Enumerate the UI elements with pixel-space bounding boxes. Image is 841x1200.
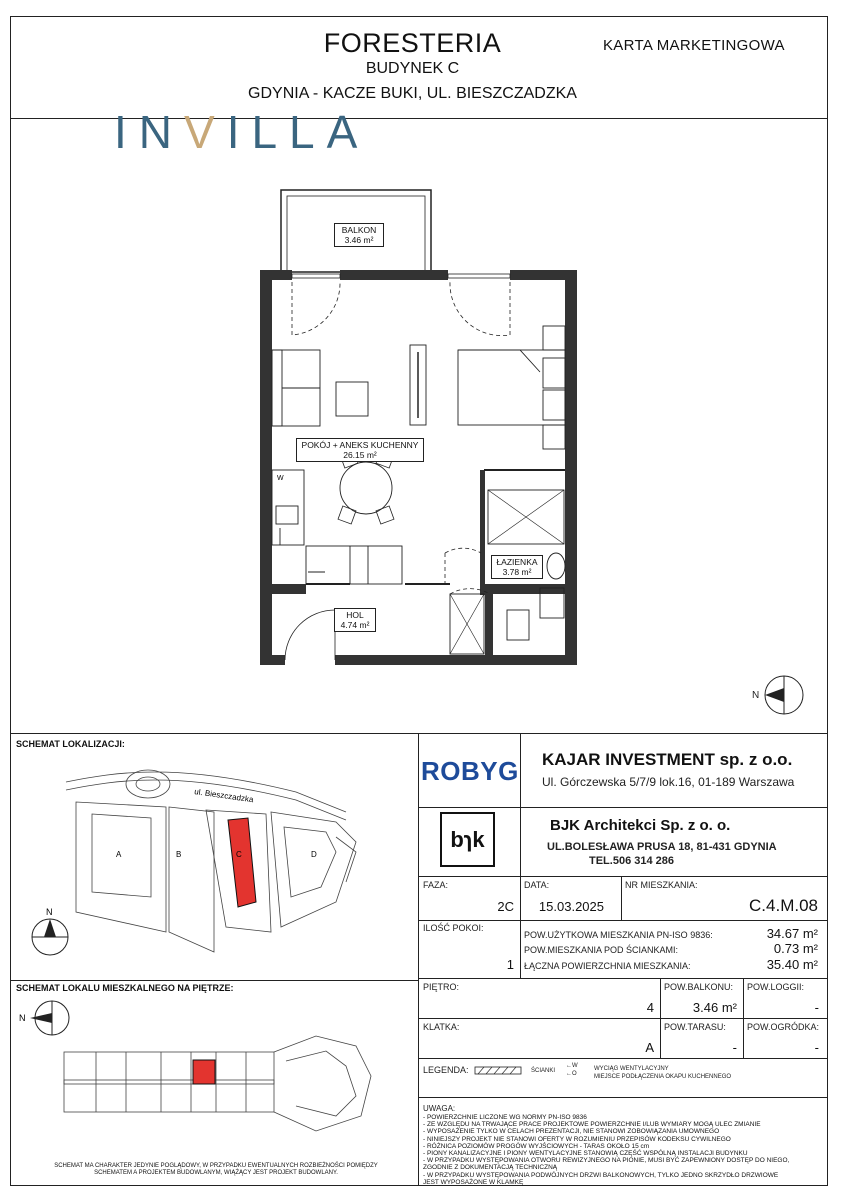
garden-area-label: POW.OGRÓDKA: xyxy=(747,1022,820,1032)
robyg-logo: ROBYG xyxy=(421,756,519,786)
floor-label: PIĘTRO: xyxy=(423,982,460,992)
garden-area-value: - xyxy=(814,1040,819,1055)
legend-walls: ŚCIANKI xyxy=(531,1068,556,1074)
project-title: FORESTERIA xyxy=(323,28,502,58)
bed xyxy=(458,326,565,449)
svg-text:W: W xyxy=(277,475,284,482)
room-hol: HOL 4.74 m² xyxy=(334,608,376,632)
divider xyxy=(418,1097,828,1098)
developer-address: Ul. Górczewska 5/7/9 lok.16, 01-189 Warszawa xyxy=(542,775,795,789)
wall-area-value: 0.73 m² xyxy=(773,941,818,956)
wall-area-label: POW.MIESZKANIA POD ŚCIANKAMI: xyxy=(524,945,679,955)
staircase-value: A xyxy=(645,1040,654,1055)
rooms-count-label: ILOŚĆ POKOI: xyxy=(423,923,484,933)
apartment-number-value: C.4.M.08 xyxy=(749,896,818,915)
room-balkon: BALKON 3.46 m² xyxy=(334,223,384,247)
legend-vent-symbol: ←W xyxy=(566,1063,578,1069)
divider xyxy=(520,920,521,978)
legend-hood: MIEJSCE PODŁĄCZENIA OKAPU KUCHENNEGO xyxy=(594,1074,732,1080)
divider xyxy=(621,876,622,920)
balcony-area-value: 3.46 m² xyxy=(692,1000,737,1015)
washbasin xyxy=(547,553,565,579)
bjk-logo: bɿk xyxy=(440,812,495,867)
architect-address: UL.BOLESŁAWA PRUSA 18, 81-431 GDYNIA xyxy=(547,841,777,853)
legend-hood-symbol: ←O xyxy=(566,1071,577,1077)
toilet xyxy=(507,610,529,640)
staircase-label: KLATKA: xyxy=(423,1022,460,1032)
loggia-area-label: POW.LOGGII: xyxy=(747,982,805,992)
room-lazienka: ŁAZIENKA 3.78 m² xyxy=(491,555,543,579)
date-value: 15.03.2025 xyxy=(538,899,604,914)
svg-text:N: N xyxy=(19,1013,26,1023)
plan-compass-label: N xyxy=(752,690,760,701)
notes-list: - POWIERZCHNIE LICZONE WG NORMY PN-ISO 9836 - ZE WZGLĘDU NA TRWAJĄCE PRACE PROJEKTOWE POWIERZCHNIE I/LUB WYMIARY MOGĄ ULEC ZMIANIE - WYPOSAŻENIE TYLKO W CELACH PREZENTACJI, NIE STANOWI ZOBOWIĄZANIA UMOWNEGO - NINIEJSZY PROJEKT NIE STANOWI OFERTY W ROZUMIENIU PRZEPISÓW KODEKSU CYWILNEGO - RÓŻNICA POZIOMÓW PROGÓW WYJŚCIOWYCH - TARAS OKOŁO 15 cm - PIONY KANALIZACYJNE I PIONY WENTYLACYJNE STANOWIĄ CZĘŚĆ WSPÓLNĄ INSTALACJI BUDYNKU - W PRZYPADKU WYSTĘPOWANIA OTWORU REWIZYJNEGO NA PIONIE, MUSI BYĆ ZAPEWNIONY DOSTĘP DO NIEGO, ZGODNIE Z DOKUMENTACJĄ TECHNICZNĄ - W PRZYPADKU WYSTĘPOWANIA PODWÓJNYCH DRZWI BALKONOWYCH, TYLKO JEDNO SKRZYDŁO DRZWIOWE JEST WYPOSAŻONE W KLAMKĘ xyxy=(423,1114,790,1186)
usable-area-value: 34.67 m² xyxy=(766,926,818,941)
divider xyxy=(418,978,828,979)
svg-text:N: N xyxy=(46,907,53,917)
location-map xyxy=(16,752,416,974)
terrace-area-label: POW.TARASU: xyxy=(664,1022,726,1032)
divider xyxy=(10,980,418,981)
legend-vent: WYCIĄG WENTYLACYJNY xyxy=(594,1066,669,1072)
legend-label: LEGENDA: xyxy=(423,1065,469,1075)
room-pokoj: POKÓJ + ANEKS KUCHENNY 26.15 m² xyxy=(296,438,424,462)
floor-scheme-title: SCHEMAT LOKALU MIESZKALNEGO NA PIĘTRZE: xyxy=(16,983,234,993)
street-label: ul. Bieszczadzka xyxy=(193,787,254,805)
panel-divider xyxy=(418,733,419,1186)
divider xyxy=(520,733,521,876)
coffee-table xyxy=(336,382,368,416)
kitchen-counter xyxy=(272,470,402,584)
terrace-area-value: - xyxy=(732,1040,737,1055)
rooms-count-value: 1 xyxy=(506,957,514,972)
svg-text:D: D xyxy=(311,850,317,859)
divider xyxy=(418,876,828,877)
card-type: KARTA MARKETINGOWA xyxy=(603,37,785,54)
date-label: DATA: xyxy=(524,880,550,890)
apartment-number-label: NR MIESZKANIA: xyxy=(625,880,698,890)
loggia-area-value: - xyxy=(814,1000,819,1015)
architect-tel: TEL.506 314 286 xyxy=(589,855,675,867)
invilla-logo: INVILLA xyxy=(114,106,370,158)
notes-title: UWAGA: xyxy=(423,1104,456,1113)
faza-label: FAZA: xyxy=(423,880,449,890)
architect-name: BJK Architekci Sp. z o. o. xyxy=(550,817,731,834)
divider xyxy=(418,920,828,921)
divider xyxy=(418,807,828,808)
divider xyxy=(418,1018,828,1019)
svg-text:A: A xyxy=(116,850,122,859)
project-address: GDYNIA - KACZE BUKI, UL. BIESZCZADZKA xyxy=(248,85,577,102)
svg-text:C: C xyxy=(236,850,242,859)
dining-table xyxy=(340,462,392,514)
svg-text:B: B xyxy=(176,850,182,859)
walls-hatch-icon xyxy=(474,1066,524,1076)
total-area-label: ŁĄCZNA POWIERZCHNIA MIESZKANIA: xyxy=(524,961,691,971)
floor-scheme-map xyxy=(16,996,416,1156)
building-name: BUDYNEK C xyxy=(365,60,460,77)
divider xyxy=(418,1058,828,1059)
developer-name: KAJAR INVESTMENT sp. z o.o. xyxy=(542,750,793,769)
walls xyxy=(260,270,577,665)
faza-value: 2C xyxy=(497,899,514,914)
total-area-value: 35.40 m² xyxy=(766,957,818,972)
sofa xyxy=(272,350,320,426)
location-title: SCHEMAT LOKALIZACJI: xyxy=(16,739,125,749)
floor-scheme-note: SCHEMAT MA CHARAKTER JEDYNIE POGLĄDOWY, W PRZYPADKU EWENTUALNYCH ROZBIEŻNOŚCI POMIĘDZY SCHEMATEM A PROJEKTEM BUDOWLANYM, WIĄŻĄCY JEST PROJEKT BUDOWLANY. xyxy=(54,1163,378,1176)
balcony-area-label: POW.BALKONU: xyxy=(664,982,734,992)
usable-area-label: POW.UŻYTKOWA MIESZKANIA PN-ISO 9836: xyxy=(524,930,713,940)
floor-value: 4 xyxy=(646,1000,654,1015)
lower-panel-divider xyxy=(10,733,828,734)
